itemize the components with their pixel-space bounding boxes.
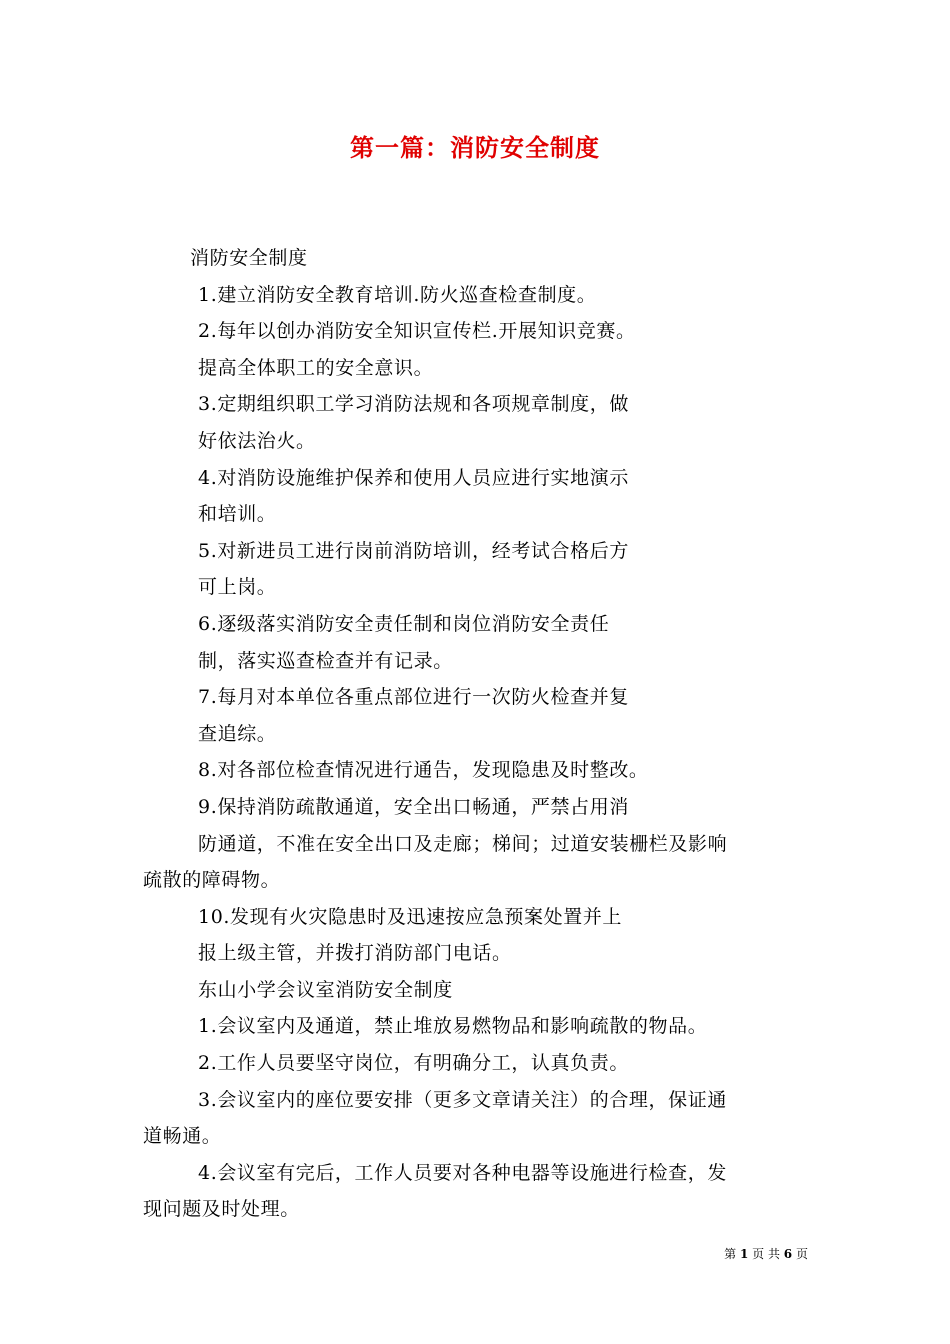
text-line: 3.会议室内的座位要安排（更多文章请关注）的合理，保证通 <box>198 1088 727 1111</box>
text-line: 9.保持消防疏散通道，安全出口畅通，严禁占用消 <box>198 795 629 818</box>
text-line: 1.建立消防安全教育培训.防火巡查检查制度。 <box>198 283 597 306</box>
text-line: 防通道，不准在安全出口及走廊；梯间；过道安装栅栏及影响 <box>198 832 728 855</box>
footer-middle: 页 共 <box>752 1247 780 1261</box>
footer-prefix: 第 <box>724 1247 737 1261</box>
text-line: 消防安全制度 <box>190 247 308 269</box>
text-line: 1.会议室内及通道，禁止堆放易燃物品和影响疏散的物品。 <box>198 1015 708 1038</box>
text-line: 7.每月对本单位各重点部位进行一次防火检查并复 <box>198 686 629 709</box>
text-line: 8.对各部位检查情况进行通告，发现隐患及时整改。 <box>198 759 649 782</box>
text-line: 查追综。 <box>198 722 277 745</box>
text-line: 提高全体职工的安全意识。 <box>198 356 434 379</box>
text-line: 2.工作人员要坚守岗位，有明确分工，认真负责。 <box>198 1052 629 1075</box>
text-line: 6.逐级落实消防安全责任制和岗位消防安全责任 <box>198 612 610 635</box>
footer-total-pages: 6 <box>783 1247 793 1261</box>
footer-current-page: 1 <box>739 1247 749 1261</box>
text-line: 东山小学会议室消防安全制度 <box>198 978 453 1001</box>
text-line: 4.对消防设施维护保养和使用人员应进行实地演示 <box>198 466 629 489</box>
text-line: 5.对新进员工进行岗前消防培训，经考试合格后方 <box>198 539 629 562</box>
text-line: 现问题及时处理。 <box>143 1198 300 1221</box>
text-line: 制，落实巡查检查并有记录。 <box>198 649 453 672</box>
text-line: 报上级主管，并拨打消防部门电话。 <box>198 942 512 965</box>
text-line: 3.定期组织职工学习消防法规和各项规章制度，做 <box>198 393 629 416</box>
text-line: 疏散的障碍物。 <box>143 869 281 892</box>
text-line: 10.发现有火灾隐患时及迅速按应急预案处置并上 <box>198 905 623 928</box>
text-line: 2.每年以创办消防安全知识宣传栏.开展知识竞赛。 <box>198 320 636 343</box>
text-line: 和培训。 <box>198 503 277 526</box>
text-line: 道畅通。 <box>143 1125 222 1148</box>
text-line: 好依法治火。 <box>198 429 316 452</box>
page-number-footer <box>700 1246 808 1262</box>
text-line: 可上岗。 <box>198 576 277 599</box>
page-title: 第一篇：消防安全制度 <box>350 133 600 162</box>
footer-suffix: 页 <box>795 1247 808 1261</box>
text-line: 4.会议室有完后，工作人员要对各种电器等设施进行检查，发 <box>198 1161 727 1184</box>
document-body <box>143 240 808 1228</box>
